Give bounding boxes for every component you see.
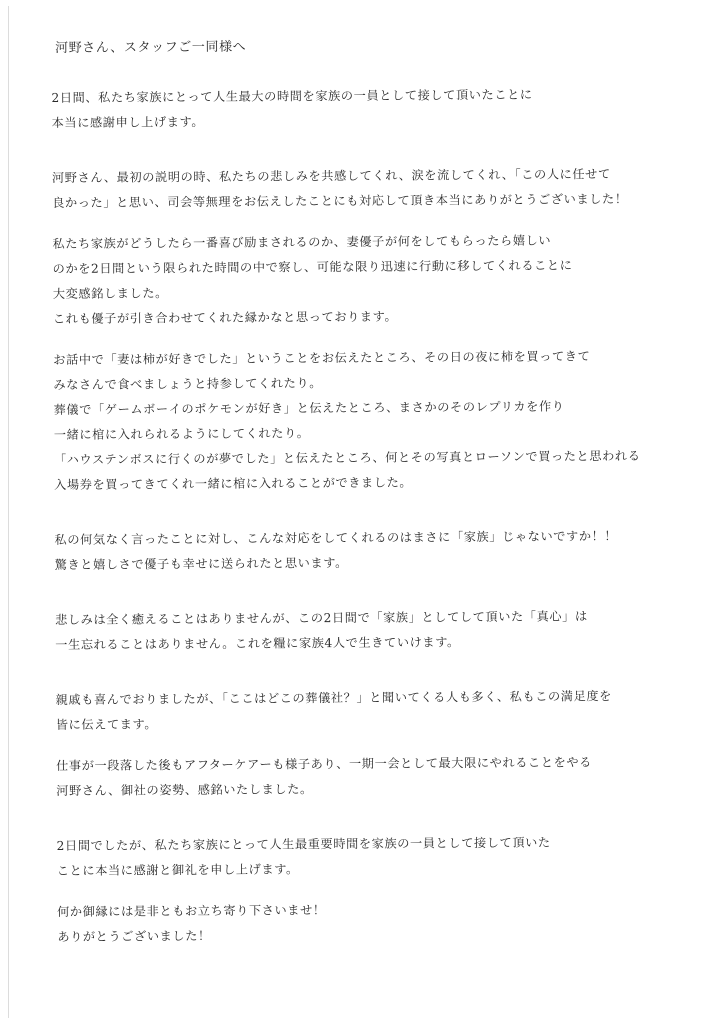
letter-line: 本当に感謝申し上げます。 — [51, 114, 205, 130]
letter-line: 一生忘れることはありません。これを糧に家族4人で生きていけます。 — [55, 635, 460, 652]
letter-paragraph — [51, 82, 611, 136]
letter-paragraph — [56, 684, 616, 738]
letter-line: 何か御縁には是非ともお立ち寄り下さいませ！ — [57, 903, 326, 919]
letter-line: ありがとうございました！ — [57, 928, 211, 944]
letter-line: 私の何気なく言ったことに対し、こんな対応をしてくれるのはまさに「家族」じゃないですか！！ — [54, 529, 618, 547]
letter-line: 河野さん、御社の姿勢、感銘いたしました。 — [56, 782, 313, 798]
letter-line: 一緒に棺に入れられるようにしてくれたり。 — [53, 426, 310, 442]
letter-line: ことに本当に感謝と御礼を申し上げます。 — [56, 862, 299, 878]
letter-line: 私たち家族がどうしたら一番喜び励まされるのか、妻優子が何をしてもらったら嬉しい — [52, 233, 552, 251]
letter-paragraph — [57, 830, 617, 884]
letter-line: 河野さん、最初の説明の時、私たちの悲しみを共感してくれ、涙を流してくれ、「この人に任せて — [51, 167, 611, 185]
letter-line: 入場券を買ってきてくれ一緒に棺に入れることができました。 — [54, 475, 413, 492]
letter-line: 仕事が一段落した後もアフターケアーも様子あり、一期一会として最大限にやれることをやる — [56, 755, 592, 773]
letter-line: これも優子が引き合わせてくれた縁かなと思っております。 — [52, 309, 398, 326]
letter-line: のかを2日間という限られた時間の中で察し、可能な限り迅速に行動に移してくれることに — [52, 258, 573, 276]
letter-line: 悲しみは全く癒えることはありませんが、この2日間で「家族」としてして頂いた「真心」は — [55, 609, 588, 627]
letter-line: 良かった」と思い、司会等無理をお伝えしたことにも対応して頂き本当にありがとうございました！ — [52, 191, 628, 210]
handwritten-letter — [51, 32, 641, 966]
letter-paragraph — [53, 344, 641, 498]
letter-page — [8, 6, 715, 1018]
letter-paragraph — [54, 524, 618, 578]
letter-line: 2日間でしたが、私たち家族にとって人生最重要時間を家族の一員として接して頂いた — [56, 835, 551, 853]
letter-line: みなさんで食べましょうと持参してくれたり。 — [53, 376, 323, 392]
letter-line: 驚きと嬉しさで優子も幸せに送られたと思います。 — [54, 555, 348, 572]
letter-line: 親戚も喜んでおりましたが、「ここはどこの葬儀社？」と聞いてくる人も多く、私もこの満足度を — [55, 689, 612, 707]
letter-paragraph — [52, 228, 613, 332]
letter-greeting: 河野さん、スタッフご一同様へ — [55, 39, 247, 56]
letter-line: 大変感銘しました。 — [52, 286, 168, 301]
letter-line: 皆に伝えてます。 — [55, 717, 158, 732]
letter-body — [51, 82, 641, 950]
letter-line: 「ハウステンボスに行くのが夢でした」と伝えたところ、何とその写真とローソンで買ったと思われる — [53, 448, 641, 467]
letter-paragraph — [57, 896, 617, 950]
letter-line: お話中で「妻は柿が好きでした」ということをお伝えたところ、その日の夜に柿を買ってきて — [53, 349, 591, 367]
letter-paragraph — [55, 604, 615, 658]
letter-line: 2日間、私たち家族にとって人生最大の時間を家族の一員として接して頂いたことに — [51, 87, 533, 105]
letter-paragraph — [51, 162, 628, 216]
letter-paragraph — [56, 750, 616, 804]
letter-line: 葬儀で「ゲームボーイのポケモンが好き」と伝えたところ、まさかのそのレプリカを作り — [53, 399, 565, 417]
